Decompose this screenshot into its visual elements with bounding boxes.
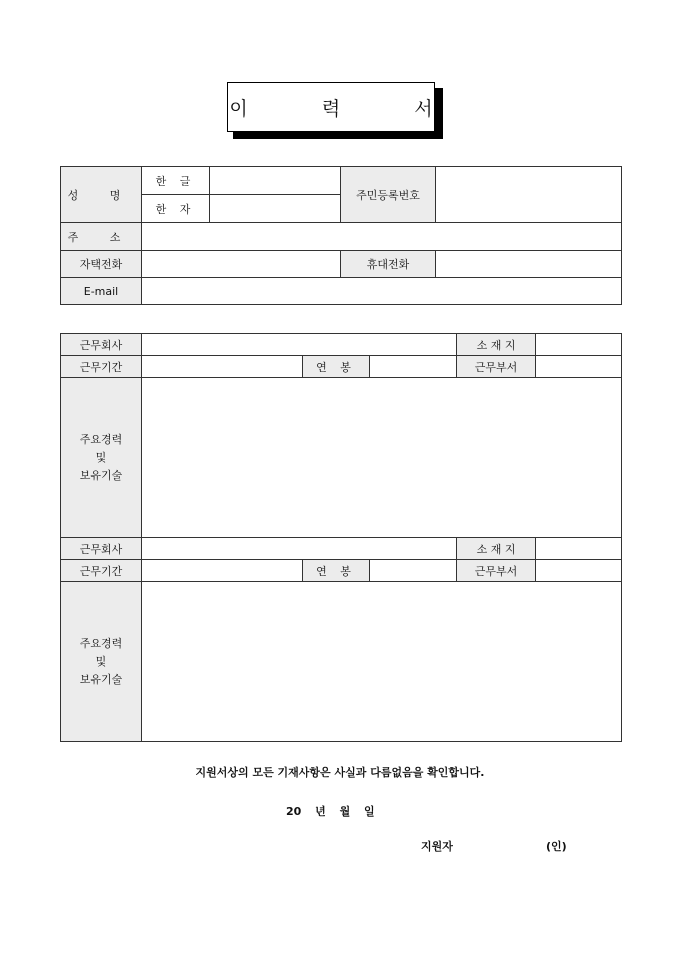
email-field[interactable] bbox=[142, 278, 622, 305]
email-label: E-mail bbox=[61, 278, 142, 305]
document-title-box bbox=[227, 82, 467, 132]
salary-field-2[interactable] bbox=[370, 560, 457, 582]
home-phone-field[interactable] bbox=[142, 251, 341, 278]
date-line: 20 년 월 일 bbox=[286, 805, 375, 818]
career-table bbox=[60, 333, 622, 742]
hangul-name-field[interactable] bbox=[210, 167, 341, 195]
applicant-label: 지원자 bbox=[421, 840, 453, 853]
home-phone-label: 자택전화 bbox=[61, 251, 142, 278]
experience-field-1[interactable] bbox=[142, 378, 622, 538]
salary-label-1: 연 봉 bbox=[303, 356, 370, 378]
company-label-1: 근무회사 bbox=[61, 334, 142, 356]
experience-field-2[interactable] bbox=[142, 582, 622, 742]
location-field-1[interactable] bbox=[536, 334, 622, 356]
hangul-label: 한 글 bbox=[142, 167, 210, 195]
department-field-1[interactable] bbox=[536, 356, 622, 378]
resident-no-field[interactable] bbox=[436, 167, 622, 223]
confirmation-statement: 지원서상의 모든 기재사항은 사실과 다름없음을 확인합니다. bbox=[195, 766, 485, 779]
address-label: 주 소 bbox=[61, 223, 142, 251]
experience-label-2: 주요경력 및 보유기술 bbox=[61, 582, 142, 742]
salary-label-2: 연 봉 bbox=[303, 560, 370, 582]
seal-label: (인) bbox=[546, 840, 567, 853]
address-field[interactable] bbox=[142, 223, 622, 251]
period-label-1: 근무기간 bbox=[61, 356, 142, 378]
name-label: 성 명 bbox=[61, 167, 142, 223]
experience-label-1: 주요경력 및 보유기술 bbox=[61, 378, 142, 538]
hanja-label: 한 자 bbox=[142, 195, 210, 223]
period-field-1[interactable] bbox=[142, 356, 303, 378]
mobile-label: 휴대전화 bbox=[341, 251, 436, 278]
hanja-name-field[interactable] bbox=[210, 195, 341, 223]
personal-info-table bbox=[60, 166, 622, 305]
department-label-1: 근무부서 bbox=[457, 356, 536, 378]
company-field-1[interactable] bbox=[142, 334, 457, 356]
period-label-2: 근무기간 bbox=[61, 560, 142, 582]
salary-field-1[interactable] bbox=[370, 356, 457, 378]
company-field-2[interactable] bbox=[142, 538, 457, 560]
department-label-2: 근무부서 bbox=[457, 560, 536, 582]
mobile-field[interactable] bbox=[436, 251, 622, 278]
department-field-2[interactable] bbox=[536, 560, 622, 582]
resident-no-label: 주민등록번호 bbox=[341, 167, 436, 223]
document-title: 이 력 서 bbox=[229, 97, 467, 120]
period-field-2[interactable] bbox=[142, 560, 303, 582]
company-label-2: 근무회사 bbox=[61, 538, 142, 560]
location-label-1: 소 재 지 bbox=[457, 334, 536, 356]
location-label-2: 소 재 지 bbox=[457, 538, 536, 560]
location-field-2[interactable] bbox=[536, 538, 622, 560]
